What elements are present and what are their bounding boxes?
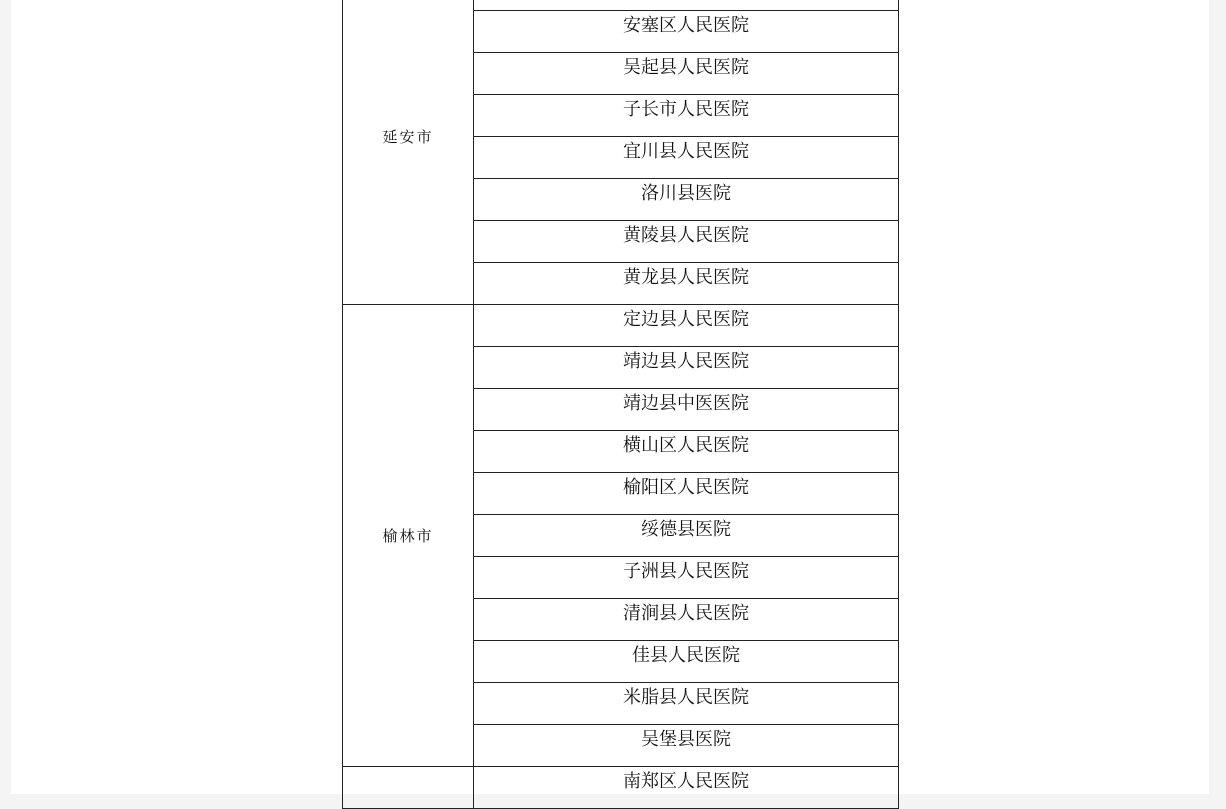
hospital-cell: 佳县人民医院 [474, 641, 899, 683]
hospital-cell: 南郑区人民医院 [474, 767, 899, 809]
hospital-cell: 子洲县人民医院 [474, 557, 899, 599]
hospital-cell: 靖边县人民医院 [474, 347, 899, 389]
city-cell: 榆林市 [343, 305, 474, 767]
hospital-cell: 榆阳区人民医院 [474, 473, 899, 515]
hospital-table-wrapper [342, 0, 899, 809]
hospital-cell: 黄龙县人民医院 [474, 263, 899, 305]
hospital-cell: 黄陵县人民医院 [474, 221, 899, 263]
table-row [343, 0, 899, 11]
hospital-cell: 靖边县中医医院 [474, 389, 899, 431]
hospital-cell: 子长市人民医院 [474, 95, 899, 137]
table-row [343, 305, 899, 347]
hospital-cell: 洛川县医院 [474, 179, 899, 221]
city-cell [343, 767, 474, 809]
hospital-table [342, 0, 899, 809]
hospital-cell: 吴起县人民医院 [474, 53, 899, 95]
hospital-cell: 米脂县人民医院 [474, 683, 899, 725]
hospital-cell: 定边县人民医院 [474, 305, 899, 347]
hospital-cell: 宜川县人民医院 [474, 137, 899, 179]
hospital-cell [474, 0, 899, 11]
table-row [343, 767, 899, 809]
document-page [11, 0, 1209, 794]
hospital-cell: 清涧县人民医院 [474, 599, 899, 641]
city-cell: 延安市 [343, 0, 474, 305]
hospital-cell: 绥德县医院 [474, 515, 899, 557]
hospital-cell: 吴堡县医院 [474, 725, 899, 767]
hospital-cell: 横山区人民医院 [474, 431, 899, 473]
hospital-cell: 安塞区人民医院 [474, 11, 899, 53]
